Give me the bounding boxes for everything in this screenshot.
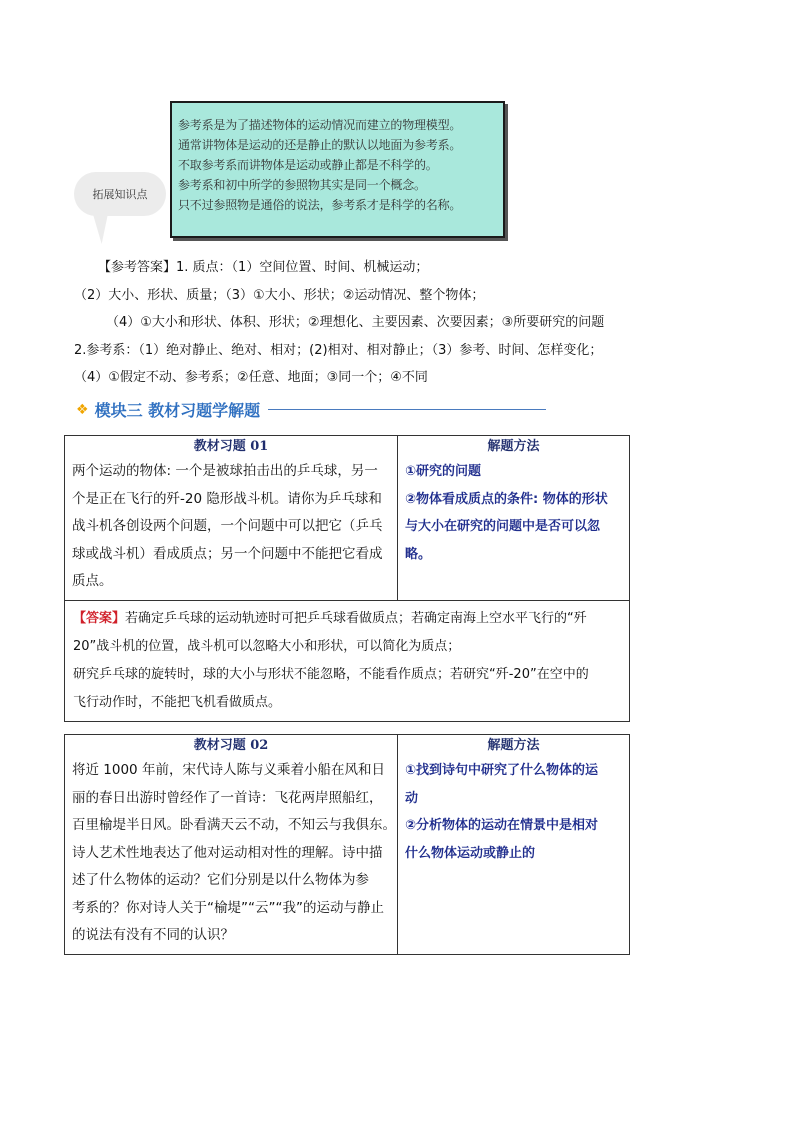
note-line: 参考系和初中所学的参照物其实是同一个概念。: [178, 178, 426, 192]
answer-label: 【答案】: [73, 610, 126, 626]
body-line: 丽的春日出游时曾经作了一首诗：飞花两岸照船红，: [72, 789, 383, 806]
note-line: 只不过参照物是通俗的说法，参考系才是科学的名称。: [178, 198, 462, 212]
tip-bubble-text: 拓展知识点: [92, 188, 148, 201]
answer-text: 若确定乒乓球的运动轨迹时可把乒乓球看做质点；若确定南海上空水平飞行的“歼: [125, 610, 587, 626]
tip-bubble: [74, 172, 166, 216]
answer-line: （4）①大小和形状、体积、形状；②理想化、主要因素、次要因素；③所要研究的问题: [106, 315, 605, 330]
diamond-icon: ❖: [76, 401, 89, 418]
body-line: 战斗机各创设两个问题，一个问题中可以把它（乒乓: [72, 518, 383, 534]
exercise-01-table: [64, 435, 630, 722]
answer-label: 【参考答案】: [98, 260, 177, 275]
method-line: 什么物体运动或静止的: [405, 845, 536, 861]
exercise-cell: [65, 735, 398, 954]
exercise-cell: [65, 436, 398, 600]
body-line: 将近 1000 年前，宋代诗人陈与义乘着小船在风和日: [72, 762, 385, 778]
body-line: 球或战斗机）看成质点；另一个问题中不能把它看成: [72, 545, 383, 562]
module-heading: [76, 398, 546, 421]
body-line: 述了什么物体的运动？它们分别是以什么物体为参: [72, 872, 369, 888]
method-line: ①找到诗句中研究了什么物体的运: [405, 763, 599, 778]
answer-line: 研究乒乓球的旋转时，球的大小与形状不能忽略，不能看作质点；若研究“歼-20”在空中的: [73, 666, 589, 682]
method-line: 与大小在研究的问题中是否可以忽: [405, 519, 601, 534]
answer-line: [74, 254, 654, 282]
answer-line: 飞行动作时，不能把飞机看做质点。: [73, 694, 282, 710]
body-line: 百里榆堤半日风。卧看满天云不动，不知云与我俱东。: [72, 817, 396, 833]
method-line: 动: [405, 790, 419, 806]
exercise-row: [65, 436, 629, 600]
reference-answers: [74, 254, 654, 392]
heading-rule: [268, 409, 546, 410]
answer-line: 2.参考系：（1）绝对静止、绝对、相对；(2)相对、相对静止；（3）参考、时间、怎样变化；: [74, 342, 603, 358]
method-line: 略。: [405, 546, 432, 562]
note-box: [170, 101, 505, 238]
answer-line: 20”战斗机的位置，战斗机可以忽略大小和形状，可以简化为质点；: [73, 638, 461, 654]
answer-line: （4）①假定不动、参考系；②任意、地面；③同一个；④不同: [74, 370, 428, 385]
body-line: 考系的？你对诗人关于“榆堤”“云”“我”的运动与静止: [72, 899, 384, 916]
method-line: ①研究的问题: [405, 464, 482, 479]
method-body: [405, 757, 622, 867]
body-line: 诗人艺术性地表达了他对运动相对性的理解。诗中描: [72, 844, 383, 861]
module-title: 模块三 教材习题学解题: [94, 401, 261, 420]
exercise-row: [65, 735, 629, 954]
exercise-header: 教材习题 02: [193, 738, 269, 753]
bubble-tail: [92, 212, 111, 244]
body-line: 质点。: [72, 573, 113, 589]
note-line: 不取参考系而讲物体是运动或静止都是不科学的。: [178, 158, 438, 172]
body-line: 个是正在飞行的歼-20 隐形战斗机。请你为乒乓球和: [72, 490, 382, 507]
exercise-answer: [65, 600, 629, 721]
body-line: 的说法有没有不同的认识？: [72, 927, 234, 943]
note-line: 通常讲物体是运动的还是静止的默认以地面为参考系。: [178, 138, 462, 152]
exercise-body: [72, 757, 396, 954]
method-header: 解题方法: [487, 439, 540, 454]
answer-line: [73, 605, 621, 633]
answer-text: 1. 质点：（1）空间位置、时间、机械运动；: [176, 260, 429, 275]
method-line: ②分析物体的运动在情景中是相对: [405, 818, 599, 833]
method-cell: [398, 735, 629, 954]
body-line: 两个运动的物体: 一个是被球拍击出的乒乓球，另一: [72, 463, 378, 479]
note-line: 参考系是为了描述物体的运动情况而建立的物理模型。: [178, 118, 462, 132]
answer-line: （2）大小、形状、质量；（3）①大小、形状；②运动情况、整个物体；: [74, 287, 485, 303]
method-body: [405, 458, 622, 568]
method-line: ②物体看成质点的条件: 物体的形状: [405, 491, 608, 507]
exercise-02-table: [64, 734, 630, 955]
exercise-header: 教材习题 01: [193, 439, 269, 454]
exercise-body: [72, 458, 390, 600]
method-header: 解题方法: [487, 738, 540, 753]
method-cell: [398, 436, 629, 600]
